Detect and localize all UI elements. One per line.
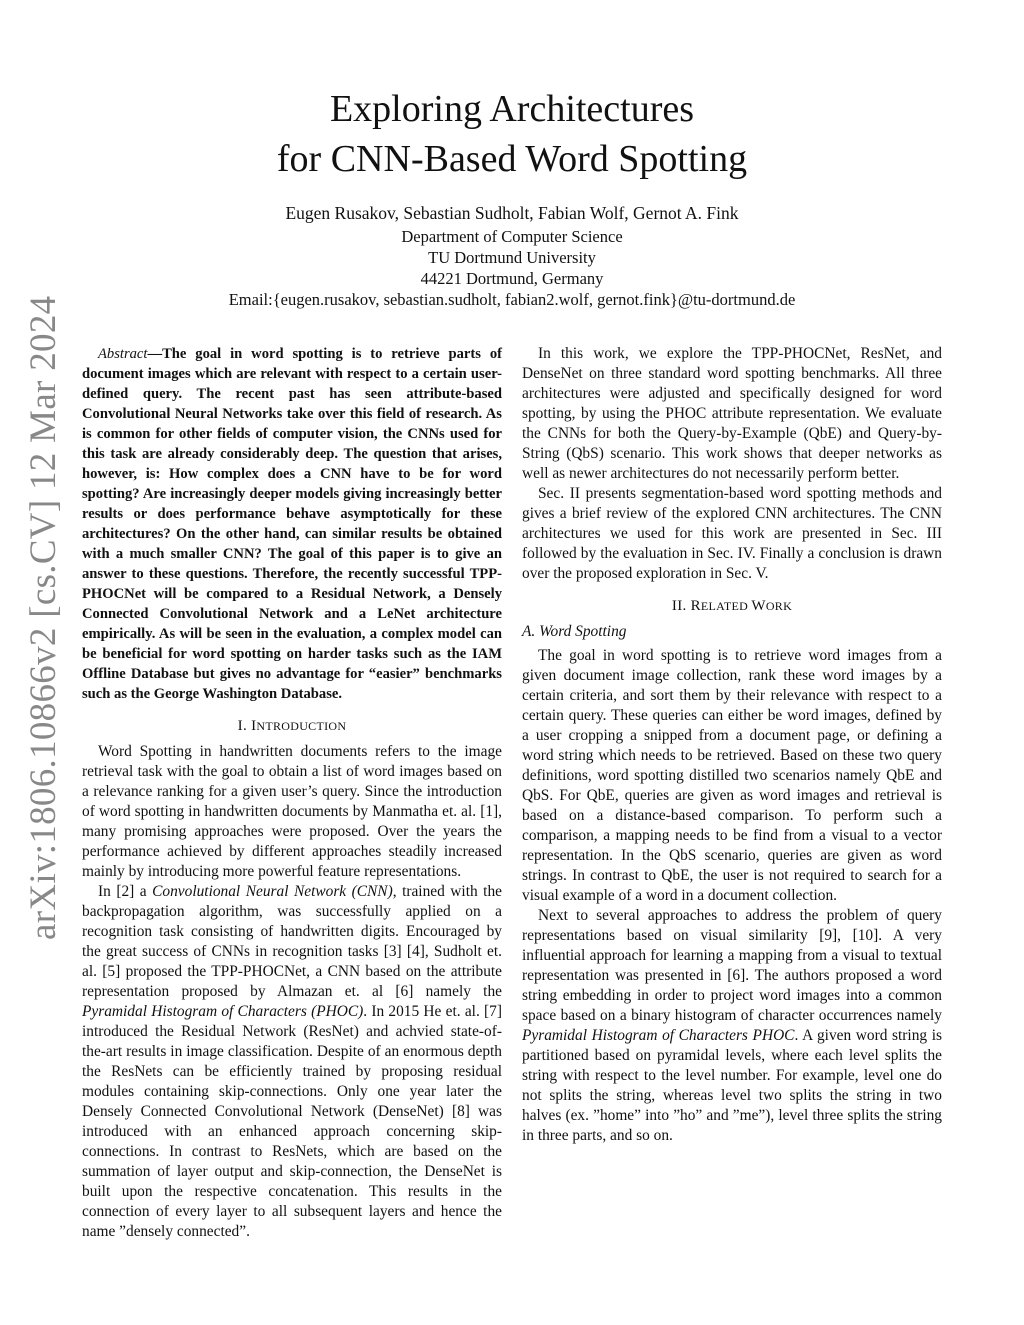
section-number: II. (671, 598, 691, 614)
text: In [2] a (98, 883, 153, 900)
heading-initial: I (251, 718, 257, 734)
title-line-1: Exploring Architectures (329, 88, 695, 130)
italic-term: Pyramidal Histogram of Characters (PHOC) (82, 1003, 364, 1020)
related-paragraph-2 (522, 906, 942, 1146)
intro-paragraph-3: In this work, we explore the TPP-PHOCNet, ResNet, and DenseNet on three standard word spotting benchmarks. All three architectures were adjusted and specifically designed for word spotting, by using the PHOC attribute representation. We evaluate the CNNs for both the Query-by-Example (QbE) and Query-by-String (QbS) scenario. This work shows that deeper networks as well as newer architectures do not necessarily perform better. (522, 345, 942, 482)
section-heading-related-work (522, 596, 942, 616)
section-heading-introduction (82, 716, 502, 736)
abstract-text: —The goal in word spotting is to retrieve parts of document images which are relevant with respect to a certain user-defined query. The recent past has seen attribute-based Convolutional Neural Networks take over this field of research. As is common for other fields of computer vision, the CNNs used for this task are already considerably deep. The question that arises, however, is: How complex does a CNN have to be for word spotting? Are increasingly deeper models giving increasingly better results or does performance behave asymptotically for these architectures? On the other hand, can similar results be obtained with a much smaller CNN? The goal of this paper is to give an answer to these questions. Therefore, the recently successful TPP-PHOCNet will be compared to a Residual Network, a Densely Connected Convolutional Network and a LeNet architecture empirically. As will be seen in the evaluation, a complex model can be beneficial for word spotting on harder tasks such as the IAM Offline Database but gives no advantage for “easier” benchmarks such as the George Washington Database. (82, 346, 502, 702)
heading-initial: W (751, 598, 766, 614)
italic-term: Convolutional Neural Network (CNN) (152, 883, 393, 900)
department: Department of Computer Science (401, 227, 623, 246)
arxiv-stamp: arXiv:1806.10866v2 [cs.CV] 12 Mar 2024 (23, 295, 64, 940)
italic-term: Pyramidal Histogram of Characters PHOC (522, 1027, 795, 1044)
title-line-2: for CNN-Based Word Spotting (276, 138, 748, 180)
text: , trained with the backpropagation algorithm, was successfully applied on a recognition task consisting of handwritten digits. Encouraged by the great success of CNNs in recognition tasks [3] [4], Sudholt et. al. [5] proposed the TPP-PHOCNet, a CNN based on the attribute representation proposed by Almazan et. al [6] namely the (82, 883, 502, 1000)
text: Next to several approaches to address the problem of query representations based on visual similarity [9], [10]. A very influential approach for learning a mapping from a visual to textual representation was presented in [6]. The authors proposed a word string embedding in order to project word images into a common space based on a binary histogram of character occurrences namely (522, 907, 942, 1024)
paper-title (0, 84, 1024, 184)
subsection-heading: A. Word Spotting (522, 623, 627, 640)
university: TU Dortmund University (428, 248, 596, 267)
text: . In 2015 He et. al. [7] introduced the Residual Network (ResNet) and achvied state-of-the-art results in image classification. Despite of an enormous depth the ResNets can be efficiently trained by proposing residual modules containing skip-connections. Only one year later the Densely Connected Convolutional Network (DenseNet) [8] was introduced with an enhanced approach concerning skip-connections. In contrast to ResNets, which are based on the summation of layer output and skip-connection, the DenseNet is built upon the respective concatenation. This results in the connection of every layer to all subsequent layers and hence the name ”densely connected”. (82, 1003, 502, 1240)
intro-paragraph-1: Word Spotting in handwritten documents refers to the image retrieval task with the goal to obtain a list of word images based on a relevance ranking for a given user’s query. Since the introduction of word spotting in handwritten documents by Manmatha et. al. [1], many promising approaches were proposed. Over the years the performance achieved by different approaches steadily increased mainly by introducing more powerful feature representations. (82, 743, 502, 880)
heading-initial: R (690, 598, 701, 614)
author-block (0, 203, 1024, 310)
related-paragraph-1: The goal in word spotting is to retrieve word images from a given document image collection, rank these word images by a certain criteria, and sort them by their relevance with respect to a certain query. These queries can either be word images, defined by a user cropping a snipped from a document page, or defining a word string which needs to be retrieved. Based on these two query definitions, word spotting distilled two scenarios namely QbE and QbS. For QbE, queries are given as word images and retrieval is based on a distance-based comparison. To perform such a comparison, a mapping needs to be find from a visual to a vector representation. In the QbS scenario, queries are given as word strings. In contrast to QbE, the user is not required to search for a visual example of a word in a document collection. (522, 647, 942, 904)
intro-paragraph-4: Sec. II presents segmentation-based word spotting methods and gives a brief review of the explored CNN architectures. The CNN architectures we used for this work are presented in Sec. III followed by the evaluation in Sec. IV. Finally a conclusion is drawn over the proposed exploration in Sec. V. (522, 485, 942, 582)
intro-paragraph-2 (82, 882, 502, 1242)
section-number: I. (237, 718, 252, 734)
left-column (82, 344, 502, 1242)
right-column (522, 344, 942, 1146)
abstract (82, 344, 502, 704)
author-names: Eugen Rusakov, Sebastian Sudholt, Fabian Wolf, Gernot A. Fink (285, 203, 739, 223)
heading-rest: ORK (765, 599, 793, 613)
abstract-label: Abstract (98, 346, 148, 362)
email: Email:{eugen.rusakov, sebastian.sudholt, fabian2.wolf, gernot.fink}@tu-dortmund.de (228, 290, 796, 309)
address: 44221 Dortmund, Germany (420, 269, 604, 288)
text: . A given word string is partitioned based on pyramidal levels, where each level splits the string with respect to the level number. For example, level one do not splits the string, whereas level two splits the string in two halves (ex. ”home” into ”ho” and ”me”), level three splits the string in three parts, and so on. (522, 1027, 942, 1144)
heading-rest: NTRODUCTION (256, 719, 347, 733)
heading-rest: ELATED (700, 599, 752, 613)
